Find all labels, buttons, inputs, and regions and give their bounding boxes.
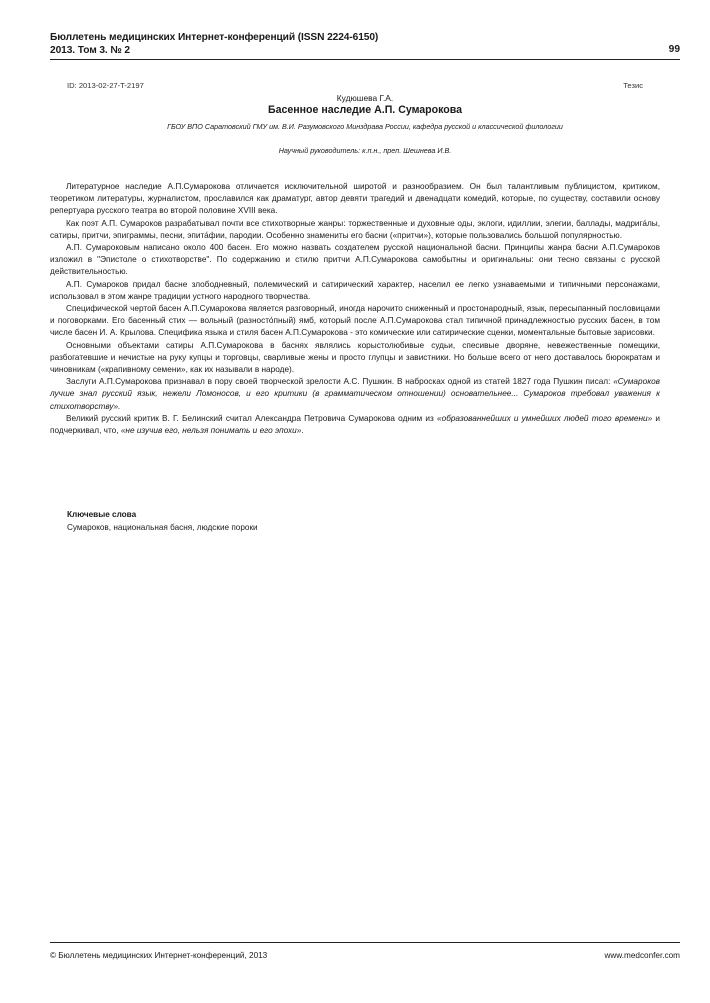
paragraph: Как поэт А.П. Сумароков разрабатывал почти все стихотворные жанры: торжественные и духовные оды, эклоги, идиллии, элегии, баллады, мадрига́лы, сатиры, притчи, эпиграммы, песни, эпита́фии, пародии. Особенно знамениты его басни («притчи»), которые пользовались большой популярностью. [50,218,660,240]
page-header [50,32,680,57]
footer-website-link[interactable]: www.medconfer.com [604,951,680,960]
paragraph-text: . [301,426,304,436]
paragraph: А.П. Сумароковым написано около 400 басен. Его можно назвать создателем русской национальной басни. Принципы жанра басни А.П.Сумароков изложил в "Эпистоле о стихотворстве". По содержанию и стилю притчи А.П.Сумарокова самобытны и оригинальны: они тесно связаны с русской действительностью. [50,243,660,277]
header-divider [50,59,680,60]
page-footer [50,951,680,960]
author-name: Кудюшева Г.А. [336,93,394,103]
journal-title: Бюллетень медицинских Интернет-конференций (ISSN 2224-6150) [50,32,379,43]
article-type: Тезис [623,81,643,90]
keywords-section [67,510,258,532]
pushkin-quote: «Сумароков лучше знал русский язык, нежели Ломоносов, и его критики (в грамматическом отношении) основательнее... Сумароков требовал уважения к стихотворству». [50,377,660,411]
page-number: 99 [668,44,680,55]
paragraph-text: Заслуги А.П.Сумарокова признавал в пору своей творческой зрелости А.С. Пушкин. В набросках одной из статей 1827 года Пушкин писал: [66,377,614,387]
footer-divider [50,942,680,943]
keywords-text: Сумароков, национальная басня, людские пороки [67,523,258,532]
journal-volume: 2013. Том 3. № 2 [50,44,130,56]
footer-copyright: © Бюллетень медицинских Интернет-конференций, 2013 [50,951,268,960]
paragraph: Специфической чертой басен А.П.Сумарокова является разговорный, иногда нарочито сниженный и простонародный, язык, пересыпанный пословицами и поговорками. Его басенный стих — вольный (разносто́пный) ямб, который после А.П.Сумарокова стал типичной принадлежностью русских басен, в том числе басен И. А. Крылова. Специфика языка и стиля басен А.П.Сумарокова - это комические или сатирические сценки, моментальные бытовые зарисовки. [50,304,660,338]
belinsky-quote: «не изучив его, нельзя понимать и его эпохи» [120,426,302,436]
article-title: Басенное наследие А.П. Сумарокова [267,104,463,116]
paragraph: А.П. Сумароков придал басне злободневный, полемический и сатирический характер, населил ее легко узнаваемыми и типичными персонажами, использовал в этом жанре традиции устного народного творчества. [50,279,660,301]
affiliation: ГБОУ ВПО Саратовский ГМУ им. В.И. Разумовского Минздрава России, кафедра русской и классической филологии [167,122,563,131]
paragraph-text: Великий русский критик В. Г. Белинский считал Александра Петровича Сумарокова одним из [66,413,438,423]
paragraph: Основными объектами сатиры А.П.Сумарокова в баснях являлись корыстолюбивые судьи, спесивые дворяне, невежественные помещики, разбогатевшие и нечистые на руку купцы и торговцы, сварливые жены и просто глупцы и завистники. Но больше всего от него доставалось бюрократам и чиновникам («крапивному семени», как их называли в народе). [50,340,660,375]
scientific-advisor: Научный руководитель: к.п.н., преп. Шешнева И.В. [278,146,452,155]
keywords-title: Ключевые слова [67,510,137,519]
belinsky-quote: «образованнейших и умнейших людей того времени» [437,413,653,423]
paragraph [50,413,660,437]
article-id: ID: 2013-02-27-T-2197 [67,81,144,90]
paragraph [50,376,660,413]
article-body [50,181,660,437]
paragraph: Литературное наследие А.П.Сумарокова отличается исключительной широтой и разнообразием. Он был талантливым публицистом, критиком, теоретиком литературы, журналистом, прославился как драматург, автор девяти трагедий и двенадцати комедий, которые, по существу, составили основу репертуара русского театра во второй половине XVIII века. [50,182,660,216]
paragraph-text: и подчеркивал, что, [50,413,660,436]
article-meta [67,81,643,90]
